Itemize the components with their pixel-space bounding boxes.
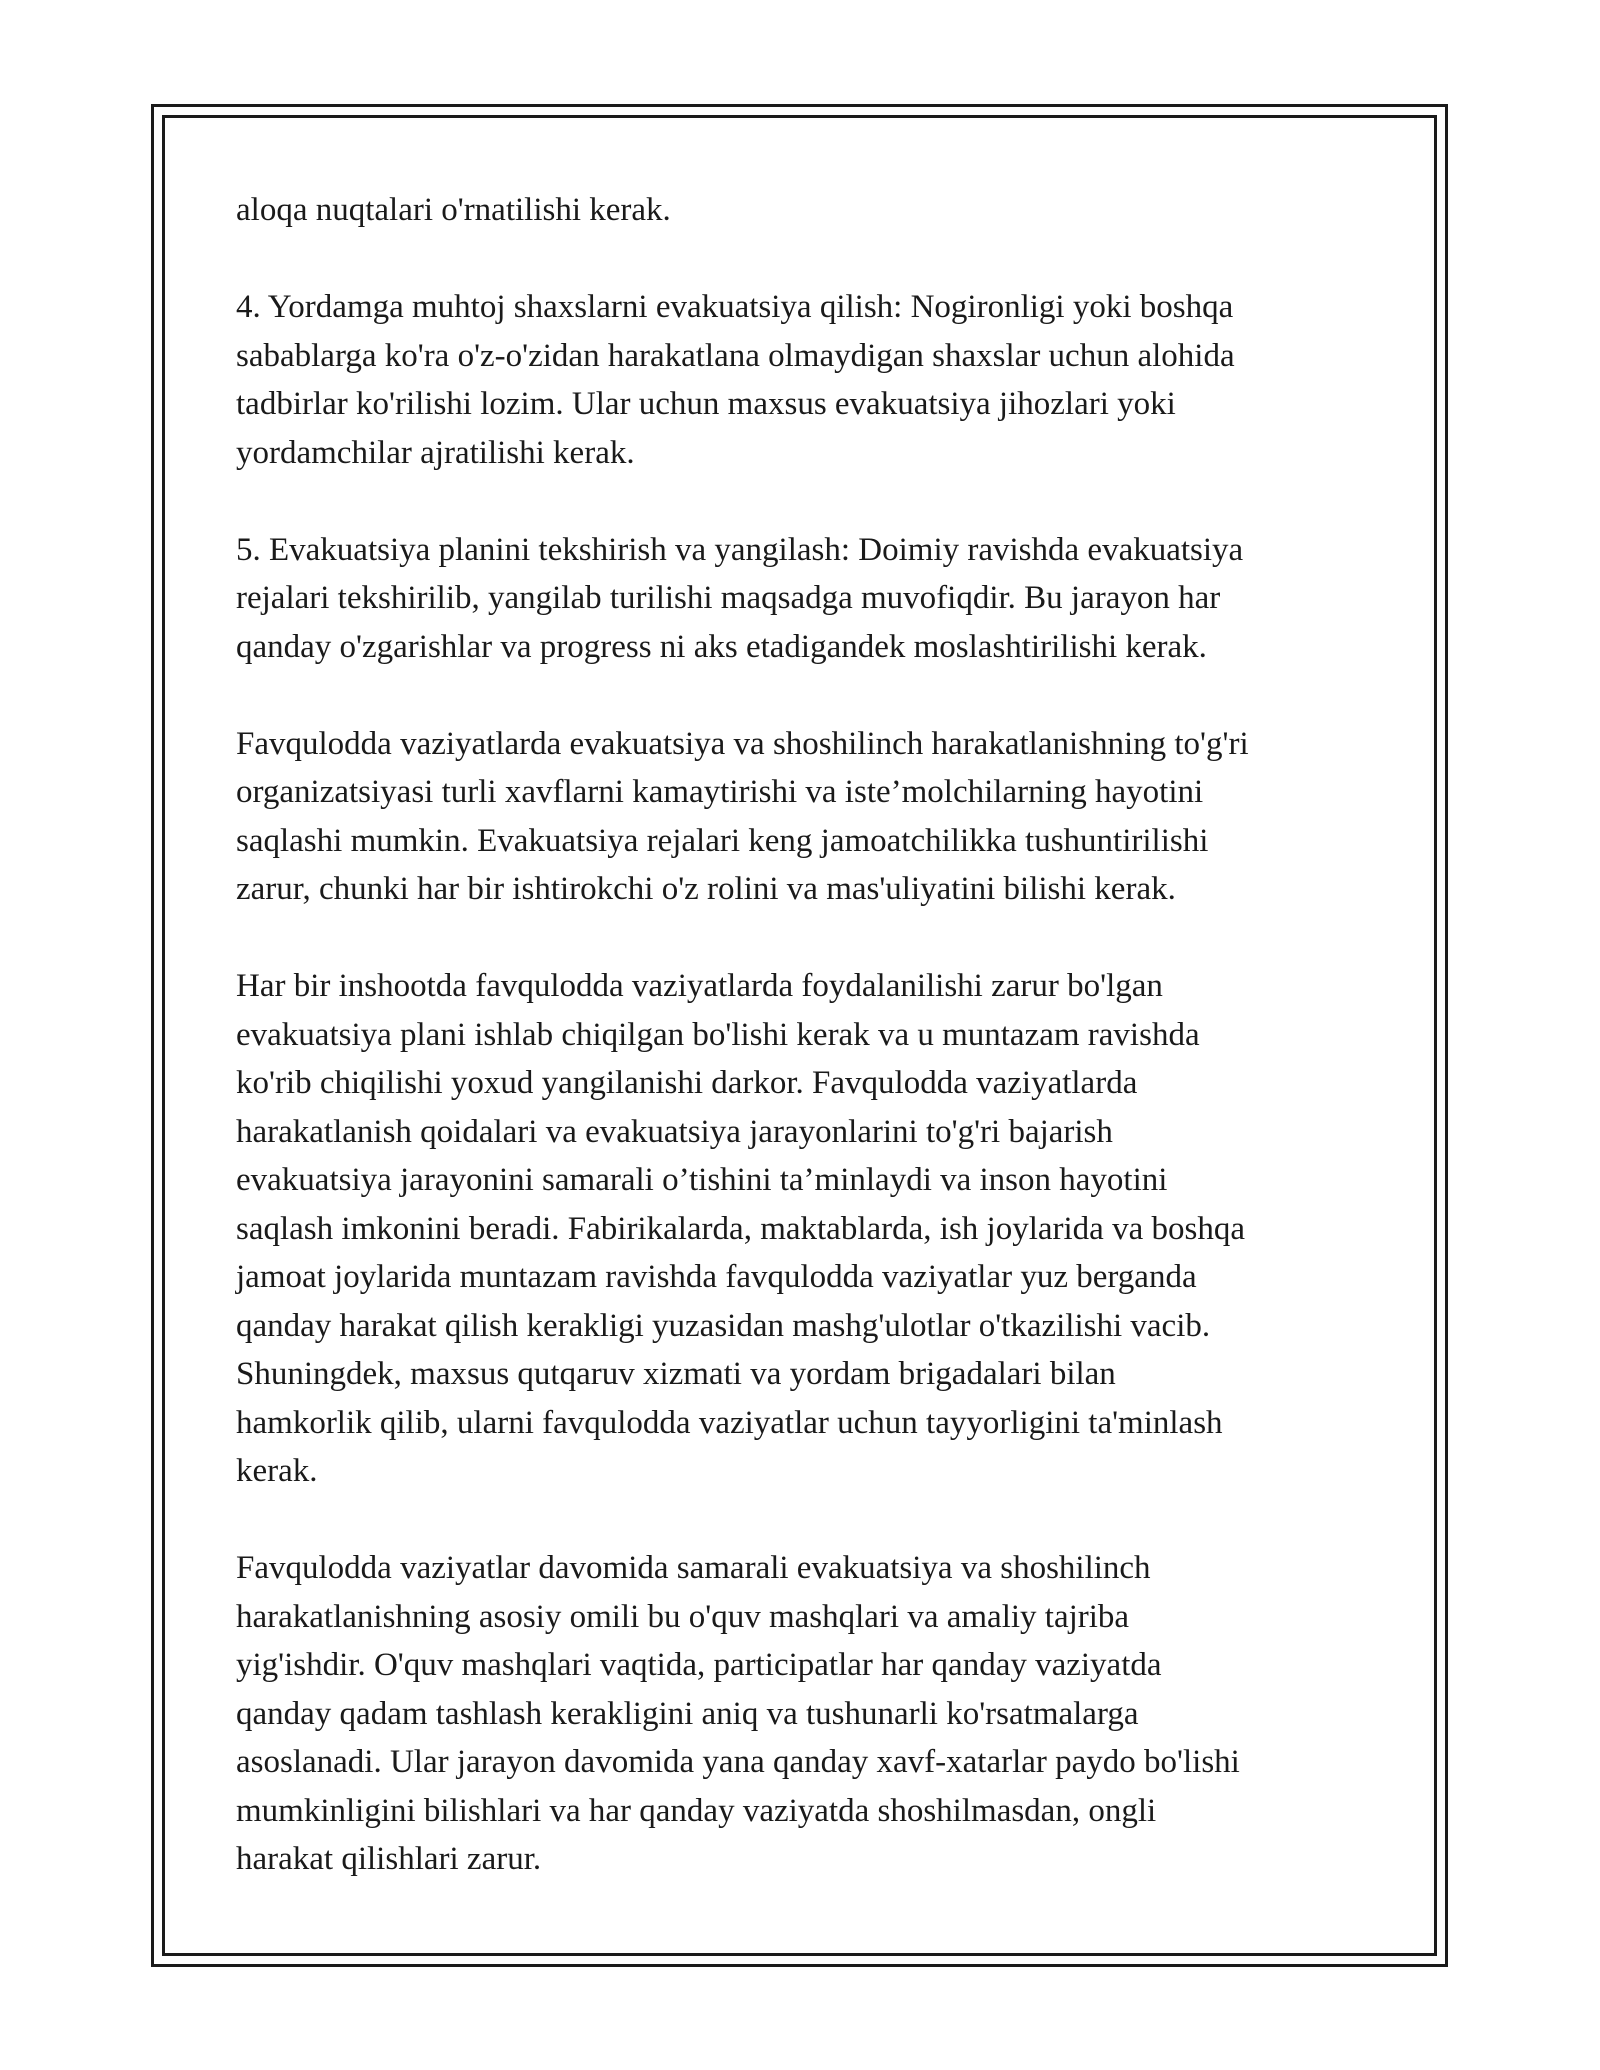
- paragraph-evacuation-organization: Favqulodda vaziyatlarda evakuatsiya va shoshilinch harakatlanishning to'g'ri organizatsiyasi turli xavflarni kamaytirishi va iste’molchilarning hayotini saqlashi mumkin. Evakuatsiya rejalari keng jamoatchilikka tushuntirilishi zarur, chunki har bir ishtirokchi o'z rolini va mas'uliyatini bilishi kerak.: [236, 725, 1249, 907]
- document-body: [236, 186, 1376, 1932]
- paragraph-item-4: 4. Yordamga muhtoj shaxslarni evakuatsiya qilish: Nogironligi yoki boshqa sabablarga ko'ra o'z-o'zidan harakatlana olmaydigan shaxslar uchun alohida tadbirlar ko'rilishi lozim. Ular uchun maxsus evakuatsiya jihozlari yoki yordamchilar ajratilishi kerak.: [236, 289, 1235, 471]
- paragraph-item-5: 5. Evakuatsiya planini tekshirish va yangilash: Doimiy ravishda evakuatsiya rejalari tekshirilib, yangilab turilishi maqsadga muvofiqdir. Bu jarayon har qanday o'zgarishlar va progress ni aks etadigandek moslashtirilishi kerak.: [236, 531, 1244, 665]
- paragraph-training-exercises: Favqulodda vaziyatlar davomida samarali evakuatsiya va shoshilinch harakatlanishning asosiy omili bu o'quv mashqlari va amaliy tajriba yig'ishdir. O'quv mashqlari vaqtida, participatlar har qanday vaziyatda qanday qadam tashlash kerakligini aniq va tushunarli ko'rsatmalarga asoslanadi. Ular jarayon davomida yana qanday xavf-xatarlar paydo bo'lishi mumkinligini bilishlari va har qanday vaziyatda shoshilmasdan, ongli harakat qilishlari zarur.: [236, 1550, 1240, 1877]
- paragraph-evacuation-plan: Har bir inshootda favqulodda vaziyatlarda foydalanilishi zarur bo'lgan evakuatsiya plani ishlab chiqilgan bo'lishi kerak va u muntazam ravishda ko'rib chiqilishi yoxud yangilanishi darkor. Favqulodda vaziyatlarda harakatlanish qoidalari va evakuatsiya jarayonlarini to'g'ri bajarish evakuatsiya jarayonini samarali o’tishini ta’minlaydi va inson hayotini saqlash imkonini beradi. Fabirikalarda, maktablarda, ish joylarida va boshqa jamoat joylarida muntazam ravishda favqulodda vaziyatlar yuz berganda qanday harakat qilish kerakligi yuzasidan mashg'ulotlar o'tkazilishi vacib. Shuningdek, maxsus qutqaruv xizmati va yordam brigadalari bilan hamkorlik qilib, ularni favqulodda vaziyatlar uchun tayyorligini ta'minlash kerak.: [236, 968, 1245, 1489]
- paragraph-continuation: aloqa nuqtalari o'rnatilishi kerak.: [236, 192, 671, 228]
